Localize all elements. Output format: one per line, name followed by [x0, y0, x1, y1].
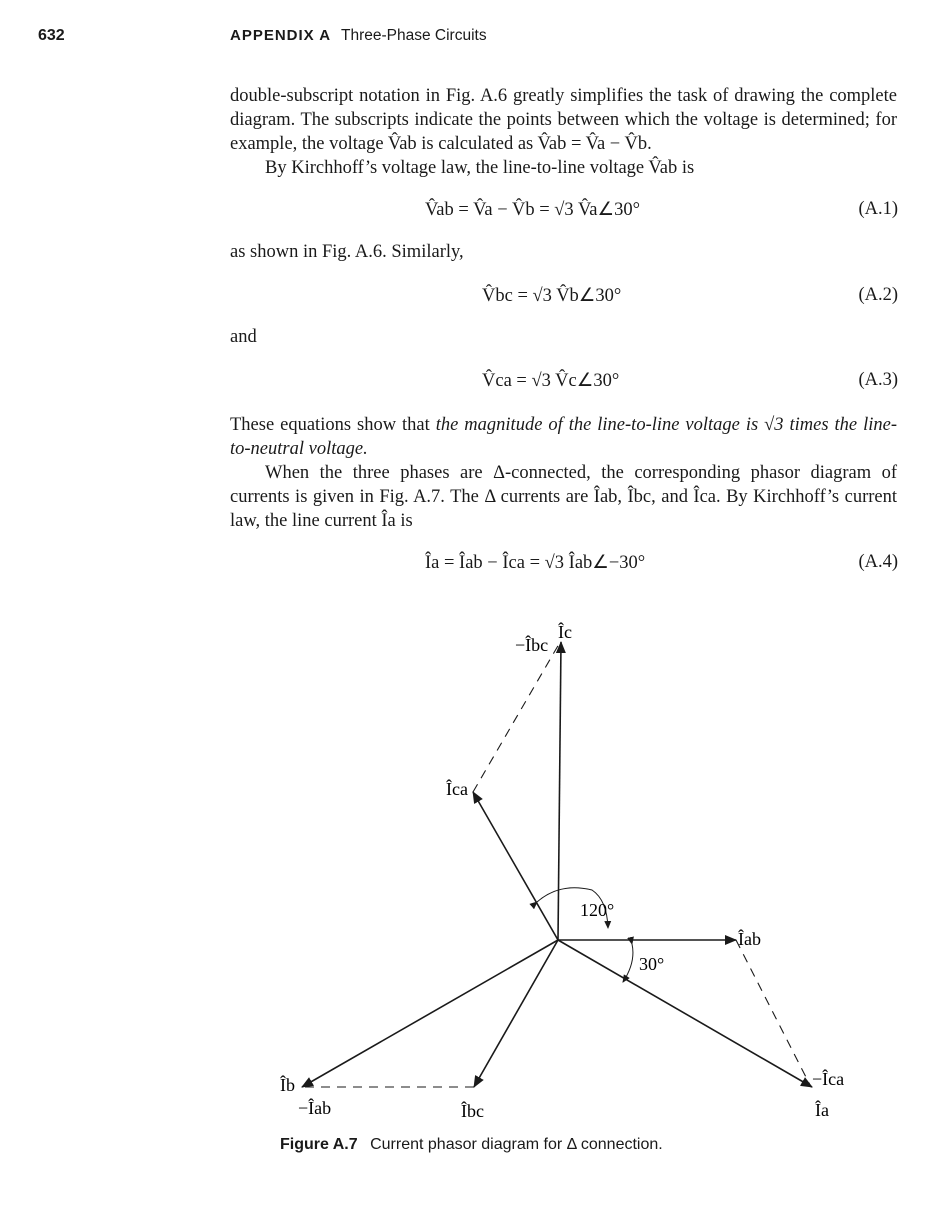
equation-a3-number: (A.3): [858, 370, 898, 390]
equation-a4-number: (A.4): [858, 552, 898, 572]
phasor-neg-ibc: [473, 644, 559, 792]
figure-caption: [280, 1136, 663, 1154]
label-iab: Îab: [738, 929, 761, 949]
figure-caption-label: Figure A.7: [280, 1136, 358, 1153]
text-and: and: [230, 327, 257, 347]
phasor-ib: [302, 940, 558, 1087]
label-neg-iab: −Îab: [298, 1098, 332, 1118]
phasor-ica: [473, 792, 558, 940]
label-ib: Îb: [280, 1075, 295, 1095]
equation-a1: V̂ab = V̂a − V̂b = √3 V̂a∠30°: [425, 200, 640, 220]
paragraph-notation: double-subscript notation in Fig. A.6 greatly simplifies the task of drawing the complete diagram. The subscripts indicate the points between which the voltage is determined; for example, the voltage V̂ab is calculated as V̂ab = V̂a − V̂b.: [230, 86, 897, 154]
phasor-neg-ica: [736, 940, 810, 1085]
appendix-title: Three-Phase Circuits: [341, 27, 487, 44]
label-ibc: Îbc: [461, 1101, 484, 1121]
text-equations-show: These equations show that: [230, 415, 430, 435]
phasor-ic: [558, 642, 561, 940]
equation-a2: V̂bc = √3 V̂b∠30°: [482, 286, 622, 306]
phasor-ibc: [474, 940, 558, 1087]
label-ia: Îa: [815, 1100, 829, 1120]
label-neg-ica: −Îca: [812, 1069, 845, 1089]
angle-arc-30: [623, 944, 633, 982]
paragraph-delta-connected: When the three phases are Δ-connected, the corresponding phasor diagram of currents is given in Fig. A.7. The Δ currents are Îab, Îbc, and Îca. By Kirchhoff’s current law, the line current Îa is: [230, 463, 897, 531]
label-neg-ibc: −Îbc: [515, 635, 549, 655]
equation-a4: Îa = Îab − Îca = √3 Îab∠−30°: [425, 553, 646, 573]
equation-a1-number: (A.1): [858, 199, 898, 219]
equation-a3: V̂ca = √3 V̂c∠30°: [482, 371, 620, 391]
label-angle-30: 30°: [639, 954, 665, 974]
label-ic: Îc: [558, 622, 572, 642]
figure-caption-text: Current phasor diagram for Δ connection.: [370, 1136, 663, 1153]
appendix-label: APPENDIX A: [230, 27, 332, 44]
label-ica: Îca: [446, 779, 468, 799]
paragraph-kvl: By Kirchhoff’s voltage law, the line-to-line voltage V̂ab is: [265, 158, 695, 178]
text-magnitude-statement: the magnitude of the line-to-line voltage is √3 times the line-to-neutral voltage.: [230, 415, 898, 459]
text-similarly: as shown in Fig. A.6. Similarly,: [230, 242, 464, 262]
equation-a2-number: (A.2): [858, 285, 898, 305]
page-number: 632: [38, 27, 65, 44]
label-angle-120: 120°: [580, 900, 615, 920]
